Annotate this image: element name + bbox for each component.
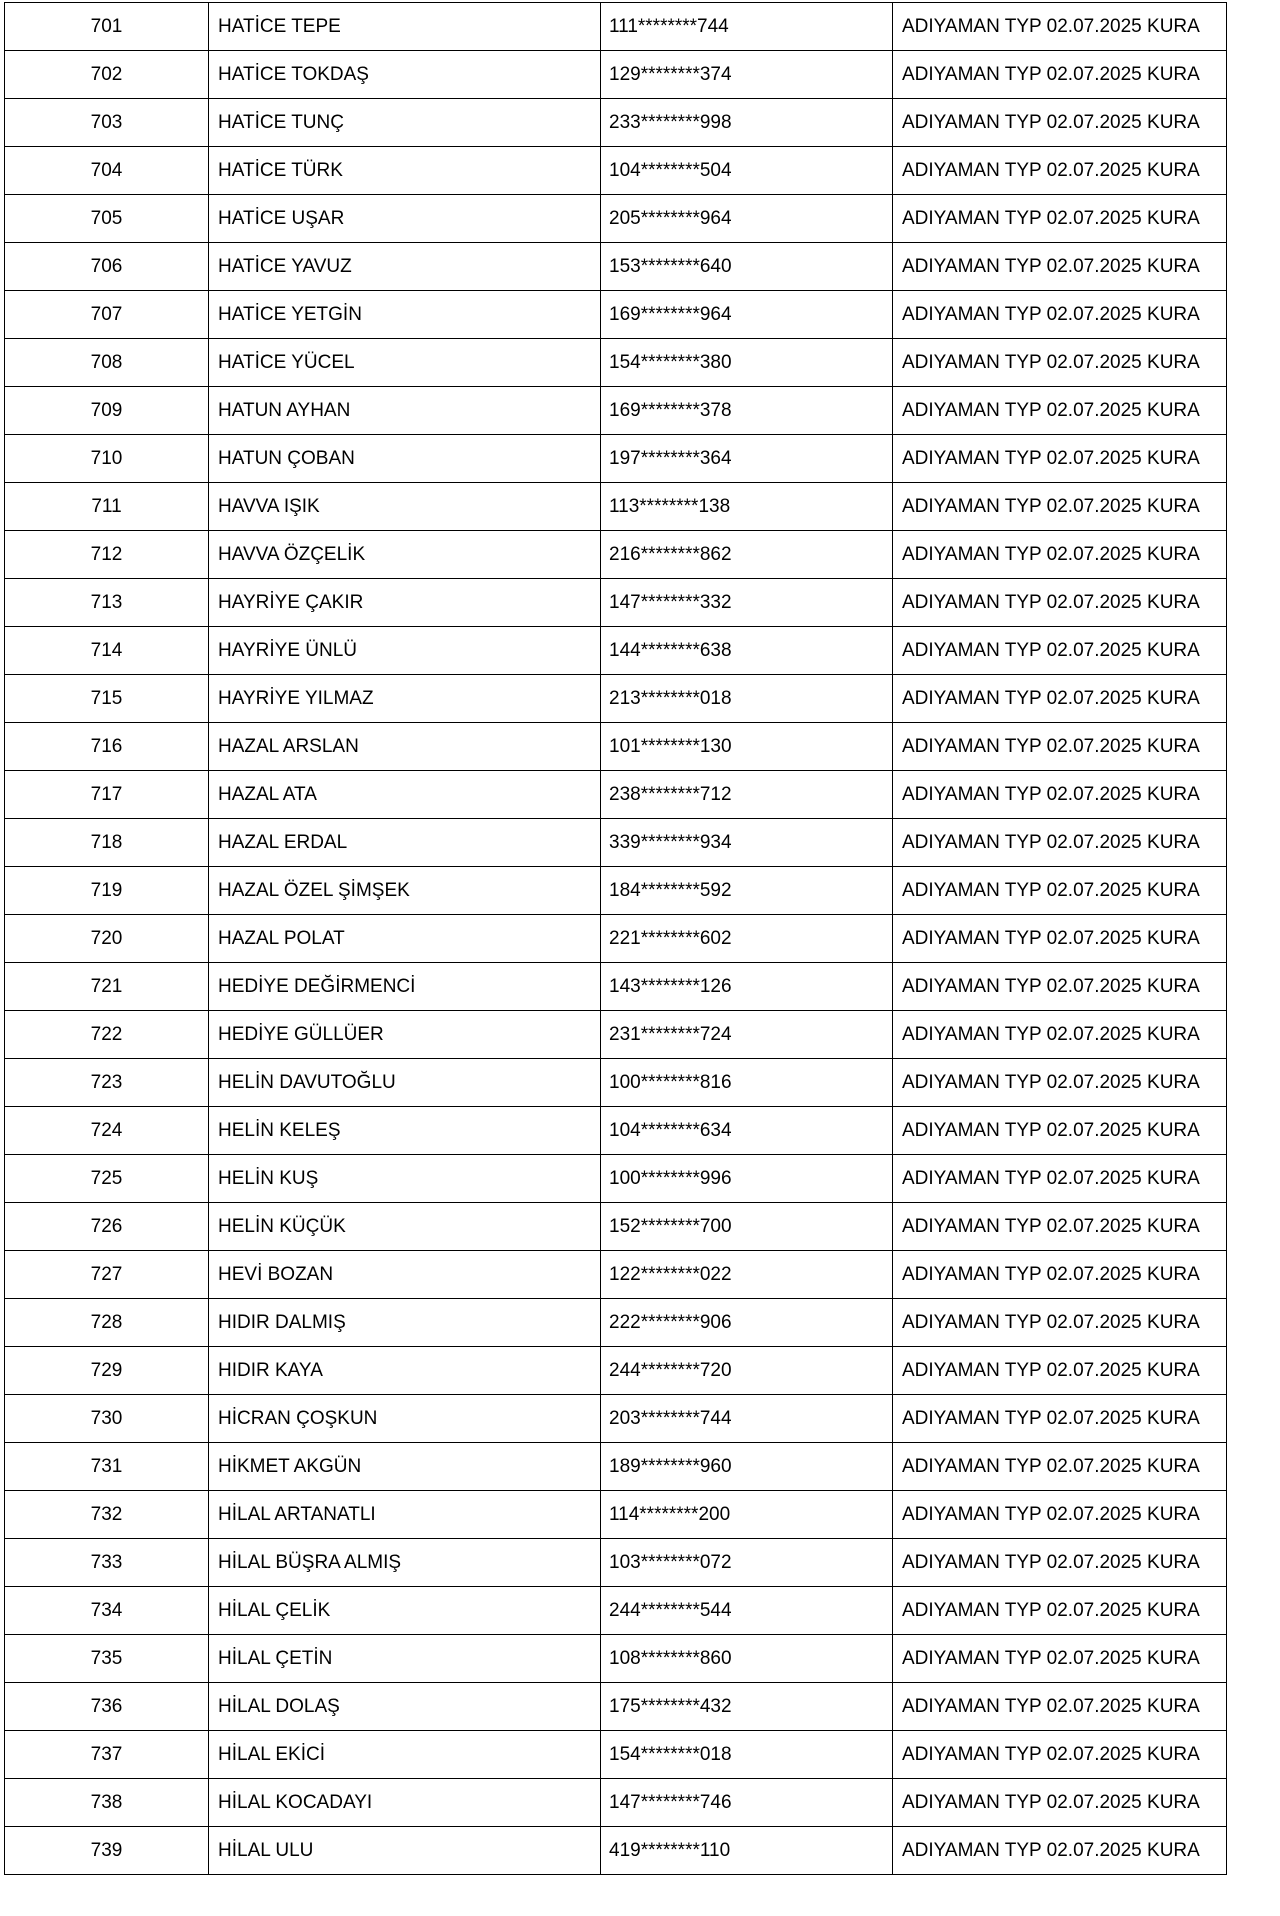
- person-name-cell: HEDİYE GÜLLÜER: [209, 1011, 601, 1059]
- table-row: [5, 963, 1227, 1011]
- person-name-cell: HAYRİYE ÜNLÜ: [209, 627, 601, 675]
- masked-id-cell: 100********816: [601, 1059, 893, 1107]
- masked-id-cell: 231********724: [601, 1011, 893, 1059]
- row-number-cell: 724: [5, 1107, 209, 1155]
- person-name-cell: HATİCE YAVUZ: [209, 243, 601, 291]
- table-row: [5, 915, 1227, 963]
- table-row: [5, 1155, 1227, 1203]
- lottery-info-cell: ADIYAMAN TYP 02.07.2025 KURA: [893, 387, 1227, 435]
- results-table-body: [5, 3, 1227, 1875]
- lottery-info-cell: ADIYAMAN TYP 02.07.2025 KURA: [893, 435, 1227, 483]
- table-row: [5, 1299, 1227, 1347]
- masked-id-cell: 175********432: [601, 1683, 893, 1731]
- table-row: [5, 1683, 1227, 1731]
- person-name-cell: HAVVA ÖZÇELİK: [209, 531, 601, 579]
- lottery-info-cell: ADIYAMAN TYP 02.07.2025 KURA: [893, 1107, 1227, 1155]
- table-row: [5, 579, 1227, 627]
- row-number-cell: 737: [5, 1731, 209, 1779]
- table-row: [5, 387, 1227, 435]
- masked-id-cell: 169********964: [601, 291, 893, 339]
- lottery-info-cell: ADIYAMAN TYP 02.07.2025 KURA: [893, 1395, 1227, 1443]
- masked-id-cell: 238********712: [601, 771, 893, 819]
- row-number-cell: 726: [5, 1203, 209, 1251]
- person-name-cell: HİLAL ÇELİK: [209, 1587, 601, 1635]
- person-name-cell: HAZAL ATA: [209, 771, 601, 819]
- person-name-cell: HIDIR DALMIŞ: [209, 1299, 601, 1347]
- person-name-cell: HİLAL EKİCİ: [209, 1731, 601, 1779]
- row-number-cell: 705: [5, 195, 209, 243]
- masked-id-cell: 203********744: [601, 1395, 893, 1443]
- row-number-cell: 704: [5, 147, 209, 195]
- table-row: [5, 1107, 1227, 1155]
- lottery-info-cell: ADIYAMAN TYP 02.07.2025 KURA: [893, 99, 1227, 147]
- masked-id-cell: 122********022: [601, 1251, 893, 1299]
- lottery-info-cell: ADIYAMAN TYP 02.07.2025 KURA: [893, 1203, 1227, 1251]
- person-name-cell: HATİCE TÜRK: [209, 147, 601, 195]
- masked-id-cell: 103********072: [601, 1539, 893, 1587]
- person-name-cell: HEDİYE DEĞİRMENCİ: [209, 963, 601, 1011]
- row-number-cell: 725: [5, 1155, 209, 1203]
- masked-id-cell: 114********200: [601, 1491, 893, 1539]
- person-name-cell: HATİCE YETGİN: [209, 291, 601, 339]
- table-row: [5, 1443, 1227, 1491]
- person-name-cell: HİLAL ÇETİN: [209, 1635, 601, 1683]
- masked-id-cell: 100********996: [601, 1155, 893, 1203]
- person-name-cell: HİLAL ARTANATLI: [209, 1491, 601, 1539]
- lottery-info-cell: ADIYAMAN TYP 02.07.2025 KURA: [893, 1491, 1227, 1539]
- table-row: [5, 1731, 1227, 1779]
- row-number-cell: 727: [5, 1251, 209, 1299]
- lottery-info-cell: ADIYAMAN TYP 02.07.2025 KURA: [893, 483, 1227, 531]
- table-row: [5, 243, 1227, 291]
- masked-id-cell: 152********700: [601, 1203, 893, 1251]
- row-number-cell: 735: [5, 1635, 209, 1683]
- person-name-cell: HAZAL POLAT: [209, 915, 601, 963]
- masked-id-cell: 113********138: [601, 483, 893, 531]
- person-name-cell: HELİN DAVUTOĞLU: [209, 1059, 601, 1107]
- row-number-cell: 721: [5, 963, 209, 1011]
- masked-id-cell: 221********602: [601, 915, 893, 963]
- lottery-info-cell: ADIYAMAN TYP 02.07.2025 KURA: [893, 1251, 1227, 1299]
- masked-id-cell: 154********380: [601, 339, 893, 387]
- person-name-cell: HİKMET AKGÜN: [209, 1443, 601, 1491]
- person-name-cell: HAZAL ÖZEL ŞİMŞEK: [209, 867, 601, 915]
- row-number-cell: 712: [5, 531, 209, 579]
- person-name-cell: HİLAL ULU: [209, 1827, 601, 1875]
- row-number-cell: 711: [5, 483, 209, 531]
- masked-id-cell: 108********860: [601, 1635, 893, 1683]
- masked-id-cell: 104********634: [601, 1107, 893, 1155]
- table-row: [5, 51, 1227, 99]
- table-row: [5, 1827, 1227, 1875]
- row-number-cell: 733: [5, 1539, 209, 1587]
- table-row: [5, 291, 1227, 339]
- table-row: [5, 339, 1227, 387]
- row-number-cell: 702: [5, 51, 209, 99]
- person-name-cell: HATİCE TOKDAŞ: [209, 51, 601, 99]
- lottery-info-cell: ADIYAMAN TYP 02.07.2025 KURA: [893, 1779, 1227, 1827]
- person-name-cell: HATUN AYHAN: [209, 387, 601, 435]
- masked-id-cell: 169********378: [601, 387, 893, 435]
- lottery-info-cell: ADIYAMAN TYP 02.07.2025 KURA: [893, 1347, 1227, 1395]
- lottery-info-cell: ADIYAMAN TYP 02.07.2025 KURA: [893, 1011, 1227, 1059]
- lottery-info-cell: ADIYAMAN TYP 02.07.2025 KURA: [893, 1587, 1227, 1635]
- row-number-cell: 719: [5, 867, 209, 915]
- person-name-cell: HATİCE UŞAR: [209, 195, 601, 243]
- row-number-cell: 708: [5, 339, 209, 387]
- row-number-cell: 739: [5, 1827, 209, 1875]
- masked-id-cell: 205********964: [601, 195, 893, 243]
- row-number-cell: 715: [5, 675, 209, 723]
- person-name-cell: HATİCE TUNÇ: [209, 99, 601, 147]
- row-number-cell: 720: [5, 915, 209, 963]
- masked-id-cell: 101********130: [601, 723, 893, 771]
- masked-id-cell: 111********744: [601, 3, 893, 51]
- person-name-cell: HEVİ BOZAN: [209, 1251, 601, 1299]
- row-number-cell: 722: [5, 1011, 209, 1059]
- lottery-info-cell: ADIYAMAN TYP 02.07.2025 KURA: [893, 1539, 1227, 1587]
- person-name-cell: HİCRAN ÇOŞKUN: [209, 1395, 601, 1443]
- table-row: [5, 1539, 1227, 1587]
- table-row: [5, 1203, 1227, 1251]
- masked-id-cell: 143********126: [601, 963, 893, 1011]
- lottery-info-cell: ADIYAMAN TYP 02.07.2025 KURA: [893, 51, 1227, 99]
- lottery-info-cell: ADIYAMAN TYP 02.07.2025 KURA: [893, 1155, 1227, 1203]
- person-name-cell: HELİN KELEŞ: [209, 1107, 601, 1155]
- row-number-cell: 710: [5, 435, 209, 483]
- masked-id-cell: 197********364: [601, 435, 893, 483]
- lottery-info-cell: ADIYAMAN TYP 02.07.2025 KURA: [893, 675, 1227, 723]
- masked-id-cell: 244********544: [601, 1587, 893, 1635]
- lottery-info-cell: ADIYAMAN TYP 02.07.2025 KURA: [893, 531, 1227, 579]
- lottery-info-cell: ADIYAMAN TYP 02.07.2025 KURA: [893, 1731, 1227, 1779]
- row-number-cell: 703: [5, 99, 209, 147]
- row-number-cell: 731: [5, 1443, 209, 1491]
- lottery-info-cell: ADIYAMAN TYP 02.07.2025 KURA: [893, 915, 1227, 963]
- lottery-info-cell: ADIYAMAN TYP 02.07.2025 KURA: [893, 867, 1227, 915]
- lottery-info-cell: ADIYAMAN TYP 02.07.2025 KURA: [893, 627, 1227, 675]
- table-row: [5, 147, 1227, 195]
- masked-id-cell: 184********592: [601, 867, 893, 915]
- table-row: [5, 771, 1227, 819]
- row-number-cell: 723: [5, 1059, 209, 1107]
- table-row: [5, 1059, 1227, 1107]
- lottery-info-cell: ADIYAMAN TYP 02.07.2025 KURA: [893, 1827, 1227, 1875]
- masked-id-cell: 216********862: [601, 531, 893, 579]
- row-number-cell: 718: [5, 819, 209, 867]
- row-number-cell: 714: [5, 627, 209, 675]
- table-row: [5, 483, 1227, 531]
- masked-id-cell: 147********746: [601, 1779, 893, 1827]
- lottery-info-cell: ADIYAMAN TYP 02.07.2025 KURA: [893, 723, 1227, 771]
- row-number-cell: 736: [5, 1683, 209, 1731]
- masked-id-cell: 213********018: [601, 675, 893, 723]
- lottery-info-cell: ADIYAMAN TYP 02.07.2025 KURA: [893, 819, 1227, 867]
- person-name-cell: HAZAL ERDAL: [209, 819, 601, 867]
- row-number-cell: 730: [5, 1395, 209, 1443]
- row-number-cell: 713: [5, 579, 209, 627]
- table-row: [5, 1587, 1227, 1635]
- masked-id-cell: 233********998: [601, 99, 893, 147]
- row-number-cell: 728: [5, 1299, 209, 1347]
- row-number-cell: 701: [5, 3, 209, 51]
- table-row: [5, 1491, 1227, 1539]
- row-number-cell: 706: [5, 243, 209, 291]
- table-row: [5, 819, 1227, 867]
- lottery-info-cell: ADIYAMAN TYP 02.07.2025 KURA: [893, 771, 1227, 819]
- lottery-info-cell: ADIYAMAN TYP 02.07.2025 KURA: [893, 195, 1227, 243]
- table-row: [5, 531, 1227, 579]
- table-row: [5, 195, 1227, 243]
- person-name-cell: HİLAL KOCADAYI: [209, 1779, 601, 1827]
- masked-id-cell: 244********720: [601, 1347, 893, 1395]
- person-name-cell: HAYRİYE ÇAKIR: [209, 579, 601, 627]
- lottery-info-cell: ADIYAMAN TYP 02.07.2025 KURA: [893, 243, 1227, 291]
- table-row: [5, 675, 1227, 723]
- masked-id-cell: 144********638: [601, 627, 893, 675]
- person-name-cell: HELİN KUŞ: [209, 1155, 601, 1203]
- table-row: [5, 1251, 1227, 1299]
- lottery-info-cell: ADIYAMAN TYP 02.07.2025 KURA: [893, 579, 1227, 627]
- lottery-info-cell: ADIYAMAN TYP 02.07.2025 KURA: [893, 3, 1227, 51]
- masked-id-cell: 419********110: [601, 1827, 893, 1875]
- person-name-cell: HAZAL ARSLAN: [209, 723, 601, 771]
- person-name-cell: HİLAL DOLAŞ: [209, 1683, 601, 1731]
- table-row: [5, 1347, 1227, 1395]
- table-row: [5, 1011, 1227, 1059]
- masked-id-cell: 153********640: [601, 243, 893, 291]
- masked-id-cell: 104********504: [601, 147, 893, 195]
- table-row: [5, 99, 1227, 147]
- lottery-info-cell: ADIYAMAN TYP 02.07.2025 KURA: [893, 147, 1227, 195]
- row-number-cell: 717: [5, 771, 209, 819]
- person-name-cell: HAYRİYE YILMAZ: [209, 675, 601, 723]
- table-row: [5, 1395, 1227, 1443]
- masked-id-cell: 129********374: [601, 51, 893, 99]
- row-number-cell: 738: [5, 1779, 209, 1827]
- row-number-cell: 716: [5, 723, 209, 771]
- person-name-cell: HİLAL BÜŞRA ALMIŞ: [209, 1539, 601, 1587]
- row-number-cell: 709: [5, 387, 209, 435]
- masked-id-cell: 222********906: [601, 1299, 893, 1347]
- person-name-cell: HATİCE TEPE: [209, 3, 601, 51]
- table-row: [5, 867, 1227, 915]
- lottery-info-cell: ADIYAMAN TYP 02.07.2025 KURA: [893, 291, 1227, 339]
- masked-id-cell: 189********960: [601, 1443, 893, 1491]
- row-number-cell: 729: [5, 1347, 209, 1395]
- lottery-info-cell: ADIYAMAN TYP 02.07.2025 KURA: [893, 1299, 1227, 1347]
- masked-id-cell: 154********018: [601, 1731, 893, 1779]
- lottery-info-cell: ADIYAMAN TYP 02.07.2025 KURA: [893, 1683, 1227, 1731]
- lottery-info-cell: ADIYAMAN TYP 02.07.2025 KURA: [893, 1635, 1227, 1683]
- masked-id-cell: 147********332: [601, 579, 893, 627]
- table-row: [5, 1635, 1227, 1683]
- row-number-cell: 732: [5, 1491, 209, 1539]
- table-row: [5, 627, 1227, 675]
- lottery-info-cell: ADIYAMAN TYP 02.07.2025 KURA: [893, 1443, 1227, 1491]
- row-number-cell: 707: [5, 291, 209, 339]
- person-name-cell: HATİCE YÜCEL: [209, 339, 601, 387]
- masked-id-cell: 339********934: [601, 819, 893, 867]
- lottery-info-cell: ADIYAMAN TYP 02.07.2025 KURA: [893, 339, 1227, 387]
- person-name-cell: HAVVA IŞIK: [209, 483, 601, 531]
- table-row: [5, 435, 1227, 483]
- table-row: [5, 3, 1227, 51]
- results-table: [4, 2, 1227, 1875]
- row-number-cell: 734: [5, 1587, 209, 1635]
- table-row: [5, 1779, 1227, 1827]
- person-name-cell: HELİN KÜÇÜK: [209, 1203, 601, 1251]
- table-row: [5, 723, 1227, 771]
- lottery-info-cell: ADIYAMAN TYP 02.07.2025 KURA: [893, 1059, 1227, 1107]
- lottery-info-cell: ADIYAMAN TYP 02.07.2025 KURA: [893, 963, 1227, 1011]
- person-name-cell: HIDIR KAYA: [209, 1347, 601, 1395]
- person-name-cell: HATUN ÇOBAN: [209, 435, 601, 483]
